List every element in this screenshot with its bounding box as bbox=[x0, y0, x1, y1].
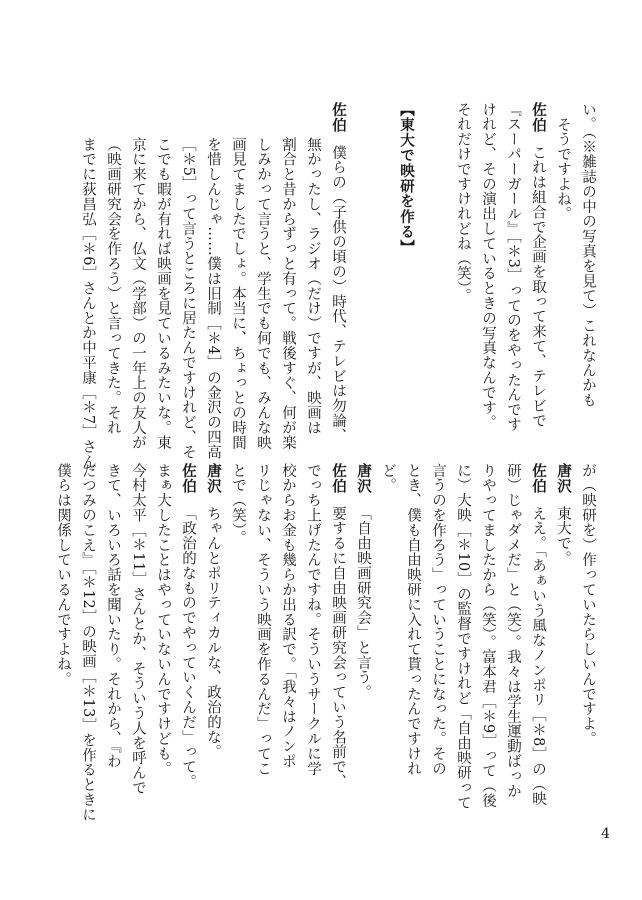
speaker-label: 唐沢 bbox=[205, 463, 221, 494]
line-text: 東大で。 bbox=[555, 506, 571, 566]
text-line: （映画研究会を作ろう）と言ってきた。それ bbox=[105, 136, 121, 435]
section-heading: 【東大で映研を作る】 bbox=[398, 102, 414, 255]
text-line-with-speaker bbox=[525, 102, 550, 440]
line-text: 「自由映画研究会」と言う。 bbox=[355, 506, 371, 700]
text-line: 僕らは関係しているんですよね。 bbox=[55, 463, 71, 687]
text-line: きて、いろいろ話を聞いたり。それから、『わ bbox=[105, 463, 121, 769]
text-line: 京に来てから、仏文（学部）の一年上の友人が bbox=[130, 136, 146, 450]
text-block-opening bbox=[450, 102, 600, 440]
text-line: リじゃない、そういう映画を作るんだ」ってこ bbox=[255, 463, 271, 776]
text-line: 無かったし、ラジオ（だけ）ですが、映画は bbox=[305, 136, 321, 435]
speaker-label: 佐伯 bbox=[530, 102, 546, 133]
line-text: が（映研を）作っていたらしいんですよ。 bbox=[580, 463, 596, 747]
text-line: りやってましたから（笑）。富本君［＊9］って（後 bbox=[480, 463, 496, 809]
text-line-with-speaker bbox=[525, 463, 550, 815]
text-line: 僕らの（子供の頃の）時代、テレビは勿論、 bbox=[330, 145, 346, 443]
speaker-label: 佐伯 bbox=[330, 102, 346, 133]
text-line: 校からお金も幾らか出る訳で。「我々はノンポ bbox=[280, 463, 296, 769]
text-line-with-speaker bbox=[550, 463, 575, 815]
text-line: これは組合で企画を取って来て、テレビで bbox=[530, 145, 546, 429]
text-line-with-speaker bbox=[175, 463, 200, 815]
text-line-with-speaker bbox=[200, 463, 225, 815]
line-text: ええ。「あぁいう風なノンポリ［＊8］の（映 bbox=[530, 506, 546, 807]
text-line: い。（※雑誌の中の写真を見て）これなんかも bbox=[580, 102, 596, 408]
text-line-with-speaker bbox=[350, 463, 375, 815]
text-line: 割合と昔からずっと有って。戦後すぐ、何が楽 bbox=[280, 136, 296, 450]
text-line: 今村太平［＊11］さんとか、そういう人を呼んで bbox=[130, 463, 146, 796]
text-line: 画見てましたでしょ。本当に、ちょっとの時間 bbox=[230, 136, 246, 450]
text-line: ど。 bbox=[380, 463, 396, 493]
text-line: に）大映［＊10］の監督ですけれど「自由映研って bbox=[455, 463, 471, 811]
line-text: ちゃんとポリティカルな、政治的な。 bbox=[205, 506, 221, 760]
text-block-saeki-childhood bbox=[75, 102, 350, 469]
text-line-with-speaker bbox=[325, 463, 350, 815]
text-line: を惜しんじゃ……僕は旧制［＊4］の金沢の四高 bbox=[205, 136, 221, 460]
text-line bbox=[575, 463, 600, 815]
text-line: こでも暇が有れば映画を見ているみたいな。東 bbox=[155, 136, 171, 450]
text-line: そうですよね。 bbox=[555, 116, 571, 221]
text-line: まぁ大したことはやっていないんですけども。 bbox=[155, 463, 171, 776]
line-text: 「政治的なものでやっていくんだ」って。 bbox=[180, 506, 196, 790]
text-line: 言うのを作ろう」っていうことになった。その bbox=[430, 463, 446, 776]
text-line: 『スーパーガール』［＊3］ってのをやったんです bbox=[505, 102, 521, 433]
speaker-label: 唐沢 bbox=[555, 463, 571, 494]
text-line: までに荻昌弘［＊6］さんとか中平康［＊7］さん bbox=[80, 136, 96, 469]
line-text: 要するに自由映画研究会っていう名前で、 bbox=[330, 506, 346, 790]
text-line: しみかって言うと、学生でも何でも、みんな映 bbox=[255, 136, 271, 450]
text-line: だつみのこえ』［＊12］の映画［＊13］を作るときに bbox=[80, 463, 96, 823]
text-line: とで（笑）。 bbox=[230, 463, 246, 546]
text-line: ［＊5］って言うところに居たんですけれど、そ bbox=[180, 136, 196, 460]
text-line: とき、僕も自由映研に入れて貰ったんですけれ bbox=[405, 463, 421, 776]
page-number: 4 bbox=[601, 826, 610, 842]
text-line: 研）じゃダメだ」と（笑）。我々は学生運動ばっか bbox=[505, 463, 521, 799]
text-block-dialogue bbox=[50, 463, 600, 823]
speaker-label: 佐伯 bbox=[330, 463, 346, 494]
text-line: それだけですけれどね（笑）。 bbox=[455, 102, 471, 304]
text-line-with-speaker bbox=[325, 102, 350, 443]
text-line: けれど、その演出しているときの写真なんです。 bbox=[480, 102, 496, 430]
speaker-label: 佐伯 bbox=[180, 463, 196, 494]
speaker-label: 唐沢 bbox=[355, 463, 371, 494]
text-line: でっち上げたんですね。そういうサークルに学 bbox=[305, 463, 321, 776]
speaker-label: 佐伯 bbox=[530, 463, 546, 494]
